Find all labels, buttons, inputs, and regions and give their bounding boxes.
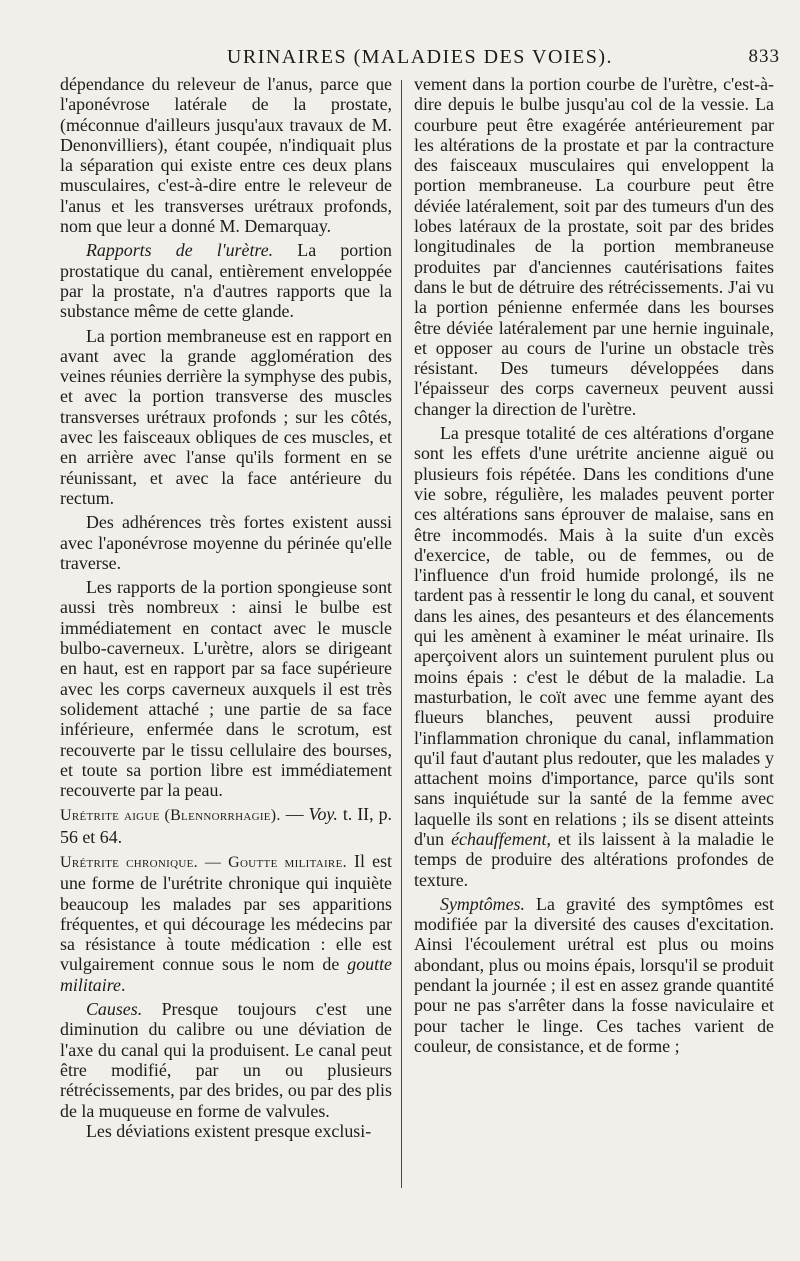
paragraph bbox=[60, 240, 392, 321]
paragraph bbox=[60, 804, 392, 847]
section-heading: Urétrite aigue (Blennorrhagie). bbox=[60, 807, 281, 825]
right-column bbox=[414, 74, 774, 1056]
paragraph bbox=[414, 894, 774, 1056]
paragraph-text: La presque totalité de ces altérations d'organe sont les effets d'une urétrite ancienne aiguë ou plusieurs fois répétée. Dans les conditions d'une vie sobre, régulière, les malades peuvent porter ces altérations sans éprouver de malaise, sans en être incommodés. Mais à la suite d'un excès d'exercice, de table, ou de femmes, ou de l'influence d'un froid humide prolongé, ils ne tardent pas à ressentir le long du canal, et souvent dans les aines, des pesanteurs et des élancements qui les amènent à examiner le méat urinaire. Ils aperçoivent alors un suintement purulent plus ou moins épais : c'est le début de la maladie. La masturbation, le coït avec une femme ayant des flueurs blanches, peuvent aussi produire l'inflammation chronique du canal, inflammation qu'il faut d'autant plus redouter, que les malades y attachent moins d'importance, parce qu'ils sont sans inquiétude sur la santé de la femme avec laquelle ils sont en relations ; ils se disent atteints d'un bbox=[414, 423, 774, 849]
paragraph-text: La gravité des symptômes est modifiée par la diversité des causes d'excitation. Ainsi l'écoulement urétral est plus ou moins abondant, plus ou moins épais, lorsqu'il se produit pendant la journée ; il est en assez grande quantité pour ne pas s'arrêter dans la fosse naviculaire et pour tacher le linge. Ces taches varient de couleur, de consistance, et de forme ; bbox=[414, 893, 774, 1056]
column-rule bbox=[401, 80, 402, 1188]
paragraph: Les déviations existent presque exclusi- bbox=[86, 1120, 372, 1141]
paragraph: vement dans la portion courbe de l'urètre, c'est-à-dire depuis le bulbe jusqu'au col de la vessie. La courbure peut être exagérée antérieurement par les altérations de la prostate et par la contracture des faisceaux musculaires qui enveloppent la portion membraneuse. La courbure peut être déviée latéralement, soit par des tumeurs d'un des lobes latéraux de la prostate, soit par des brides longitudinales de la portion membraneuse produites par d'anciennes cautérisations faites dans le but de détruire des rétrécissements. J'ai vu la portion pénienne enfermée dans les bourses être déviée latéralement par une hernie inguinale, et opposer au cours de l'urine un obstacle très résistant. Des tumeurs développées dans l'épaisseur des corps caverneux peuvent aussi changer la direction de l'urètre. bbox=[414, 74, 774, 419]
dash: — bbox=[280, 804, 309, 825]
paragraph-text: La portion prostatique du canal, entièrement enveloppée par la prostate, n'a d'autres rapports que la substance même de cette glande. bbox=[60, 240, 393, 322]
paragraph: La portion membraneuse est en rapport en avant avec la grande agglomération des veines réunies derrière la symphyse des pubis, et avec la portion transverse des muscles transverses urétraux profonds ; sur les côtés, avec les faisceaux obliques de ces muscles, et en arrière avec l'anse qu'ils forment en se réunissant, et avec la face antérieure du rectum. bbox=[60, 325, 392, 508]
paragraph: Des adhérences très fortes existent aussi avec l'aponévrose moyenne du périnée qu'elle traverse. bbox=[60, 512, 392, 573]
paragraph bbox=[414, 423, 774, 890]
page-reference: t. II, p. 56 et 64. bbox=[60, 804, 392, 847]
paragraph-text: , et ils laissent à la maladie le temps de produire des altérations profondes de texture. bbox=[414, 828, 774, 890]
section-title: Symptômes. bbox=[440, 893, 525, 914]
paragraph-text: Presque toujours c'est une diminution du calibre ou une déviation de l'axe du canal qui la produisent. Le canal peut être modifié, par un ou plusieurs rétrécissements, par des brides, ou par des plis de la muqueuse en forme de valvules. bbox=[60, 999, 392, 1121]
term: échauffement bbox=[451, 828, 547, 849]
section-title: Rapports de l'urètre. bbox=[86, 240, 274, 261]
running-head bbox=[60, 46, 780, 74]
paragraph bbox=[60, 851, 392, 995]
paragraph-text: . bbox=[120, 974, 126, 995]
cross-reference: Voy. bbox=[308, 804, 338, 825]
running-title: URINAIRES (MALADIES DES VOIES). bbox=[226, 46, 614, 68]
paragraph: Les rapports de la portion spongieuse sont aussi très nombreux : ainsi le bulbe est immédiatement en contact avec le muscle bulbo-caverneux. L'urètre, alors se dirigeant en haut, est en rapport par sa face supérieure avec les corps caverneux auxquels il est très solidement attaché ; une partie de sa face inférieure, enfermée dans le scrotum, est recouverte par le tissu cellulaire des bourses, et toute sa portion libre est immédiatement recouverte par la peau. bbox=[60, 577, 392, 801]
section-heading: Urétrite chronique. — Goutte militaire. bbox=[60, 853, 347, 871]
paragraph: dépendance du releveur de l'anus, parce que l'aponévrose latérale de la prostate, (méconnue d'ailleurs jusqu'aux travaux de M. Denonvilliers), étant coupée, n'indiquait plus la séparation qui existe entre ces deux plans musculaires, c'est-à-dire entre le releveur de l'anus et les transverses urétraux profonds, nom que leur a donné M. Demarquay. bbox=[60, 74, 392, 237]
paragraph-text: Il est une forme de l'urétrite chronique qui inquiète beaucoup les malades par ses apparitions fréquentes, et qui décourage les médecins par sa résistance à toute médication : elle est vulgairement connue sous le nom de bbox=[60, 850, 392, 975]
section-title: Causes. bbox=[86, 999, 143, 1020]
paragraph bbox=[60, 999, 392, 1121]
left-column bbox=[60, 74, 392, 1141]
term: goutte militaire bbox=[60, 954, 392, 995]
page-number: 833 bbox=[748, 46, 780, 67]
